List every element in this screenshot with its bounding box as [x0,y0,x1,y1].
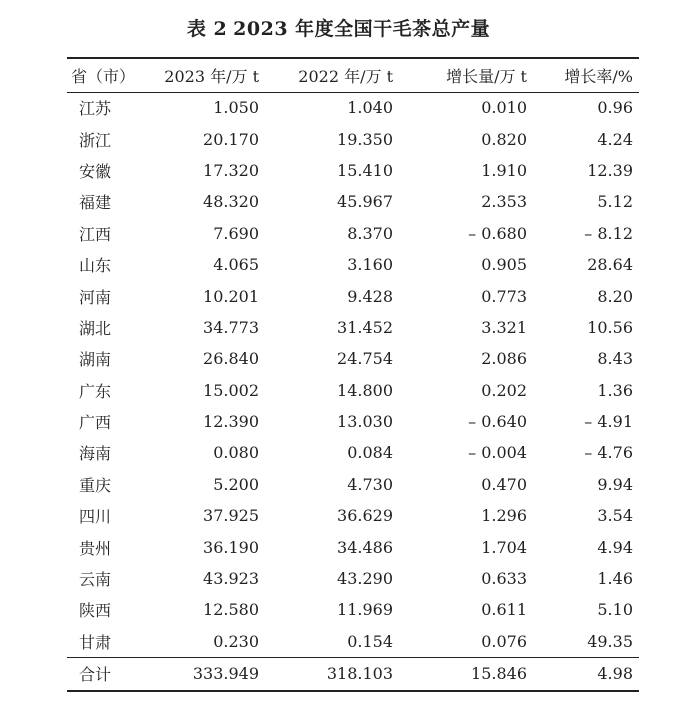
cell-growth-amount: – 0.640 [468,412,527,432]
table-row [67,343,639,374]
cell-province: 海南 [79,444,112,464]
cell-2023: 5.200 [213,474,259,494]
cell-province: 广西 [79,413,112,433]
cell-2023: 12.580 [203,600,259,620]
cell-2023: 26.840 [203,349,259,369]
total-label: 合计 [67,657,159,691]
table-row [67,92,639,123]
cell-2022: 1.040 [347,98,393,118]
cell-2023: 0.230 [213,631,259,651]
cell-province: 山东 [79,256,112,276]
cell-growth-amount: – 0.680 [468,223,527,243]
cell-2022: 15.410 [337,160,393,180]
cell-growth-amount: 2.086 [481,349,527,369]
cell-growth-amount: 0.773 [481,286,527,306]
cell-2022: 24.754 [337,349,393,369]
table-row [67,500,639,531]
cell-province: 河南 [79,287,112,307]
cell-2022: 0.154 [347,631,393,651]
cell-province: 甘肃 [79,632,112,652]
cell-province: 安徽 [79,161,112,181]
cell-2022: 34.486 [337,537,393,557]
cell-growth-amount: 0.470 [481,474,527,494]
cell-growth-rate: 1.36 [597,380,633,400]
cell-2023: 34.773 [203,317,259,337]
cell-growth-rate: 9.94 [597,474,633,494]
cell-growth-amount: 2.353 [481,192,527,212]
table-caption [0,14,677,41]
cell-growth-rate: 28.64 [587,255,633,275]
cell-growth-rate: 5.12 [597,192,633,212]
cell-growth-rate: 49.35 [587,631,633,651]
cell-2023: 20.170 [203,129,259,149]
cell-growth-amount: 0.633 [481,569,527,589]
cell-2023: 17.320 [203,160,259,180]
table-row [67,123,639,154]
cell-growth-rate: 4.94 [597,537,633,557]
table-row [67,249,639,280]
cell-2023: 10.201 [203,286,259,306]
cell-growth-amount: 1.910 [481,160,527,180]
cell-growth-amount: 3.321 [481,317,527,337]
table-row [67,531,639,562]
cell-growth-amount: 0.905 [481,255,527,275]
cell-growth-rate: 5.10 [597,600,633,620]
cell-growth-rate: 12.39 [587,160,633,180]
cell-growth-amount: 0.820 [481,129,527,149]
cell-2023: 12.390 [203,412,259,432]
cell-province: 陕西 [79,601,112,621]
cell-growth-amount: 0.010 [481,98,527,118]
header-province: 省（市） [67,58,159,92]
cell-growth-rate: 4.24 [597,129,633,149]
cell-growth-rate: – 8.12 [584,223,633,243]
cell-province: 浙江 [79,130,112,150]
table-row [67,406,639,437]
cell-2022: 13.030 [337,412,393,432]
cell-2022: 11.969 [337,600,393,620]
header-row [67,58,639,92]
cell-2022: 45.967 [337,192,393,212]
cell-growth-rate: – 4.91 [584,412,633,432]
cell-2023: 48.320 [203,192,259,212]
cell-growth-amount: – 0.004 [468,443,527,463]
cell-growth-amount: 0.202 [481,380,527,400]
total-row [67,657,639,691]
table-row [67,594,639,625]
cell-2022: 43.290 [337,569,393,589]
cell-growth-amount: 0.076 [481,631,527,651]
cell-province: 四川 [79,507,112,527]
cell-2023: 15.002 [203,380,259,400]
total-growth-rate: 4.98 [533,657,639,691]
cell-province: 湖北 [79,318,112,338]
cell-2023: 7.690 [213,223,259,243]
cell-province: 江西 [79,224,112,244]
cell-2022: 3.160 [347,255,393,275]
table-title: 2023 年度全国干毛茶总产量 [233,18,491,40]
table-row [67,312,639,343]
cell-growth-rate: 8.20 [597,286,633,306]
cell-2022: 31.452 [337,317,393,337]
header-2022: 2022 年/万 t [263,58,397,92]
tea-production-table [67,57,639,692]
table-row [67,218,639,249]
cell-growth-amount: 0.611 [481,600,527,620]
table-row [67,626,639,657]
cell-growth-rate: 0.96 [597,98,633,118]
table-row [67,437,639,468]
total-2022: 318.103 [263,657,397,691]
cell-2023: 1.050 [213,98,259,118]
cell-2022: 36.629 [337,506,393,526]
cell-province: 重庆 [79,475,112,495]
cell-growth-rate: – 4.76 [584,443,633,463]
cell-province: 广东 [79,381,112,401]
cell-growth-amount: 1.296 [481,506,527,526]
header-2023: 2023 年/万 t [159,58,263,92]
cell-province: 湖南 [79,350,112,370]
table-row [67,155,639,186]
total-growth-amount: 15.846 [397,657,533,691]
cell-growth-rate: 8.43 [597,349,633,369]
cell-province: 贵州 [79,538,112,558]
cell-2022: 9.428 [347,286,393,306]
cell-2023: 43.923 [203,569,259,589]
cell-2022: 0.084 [347,443,393,463]
cell-province: 云南 [79,570,112,590]
cell-2023: 36.190 [203,537,259,557]
table-row [67,186,639,217]
table-row [67,469,639,500]
cell-2022: 14.800 [337,380,393,400]
cell-growth-rate: 3.54 [597,506,633,526]
table-row [67,375,639,406]
cell-2022: 8.370 [347,223,393,243]
header-growth-amount: 增长量/万 t [397,58,533,92]
table-row [67,563,639,594]
cell-growth-rate: 1.46 [597,569,633,589]
cell-2023: 4.065 [213,255,259,275]
header-growth-rate: 增长率/% [533,58,639,92]
cell-growth-amount: 1.704 [481,537,527,557]
cell-province: 福建 [79,193,112,213]
cell-growth-rate: 10.56 [587,317,633,337]
cell-2022: 19.350 [337,129,393,149]
table-number: 表 2 [186,18,228,40]
cell-2022: 4.730 [347,474,393,494]
cell-2023: 0.080 [213,443,259,463]
cell-province: 江苏 [79,99,112,119]
cell-2023: 37.925 [203,506,259,526]
table-row [67,280,639,311]
total-2023: 333.949 [159,657,263,691]
